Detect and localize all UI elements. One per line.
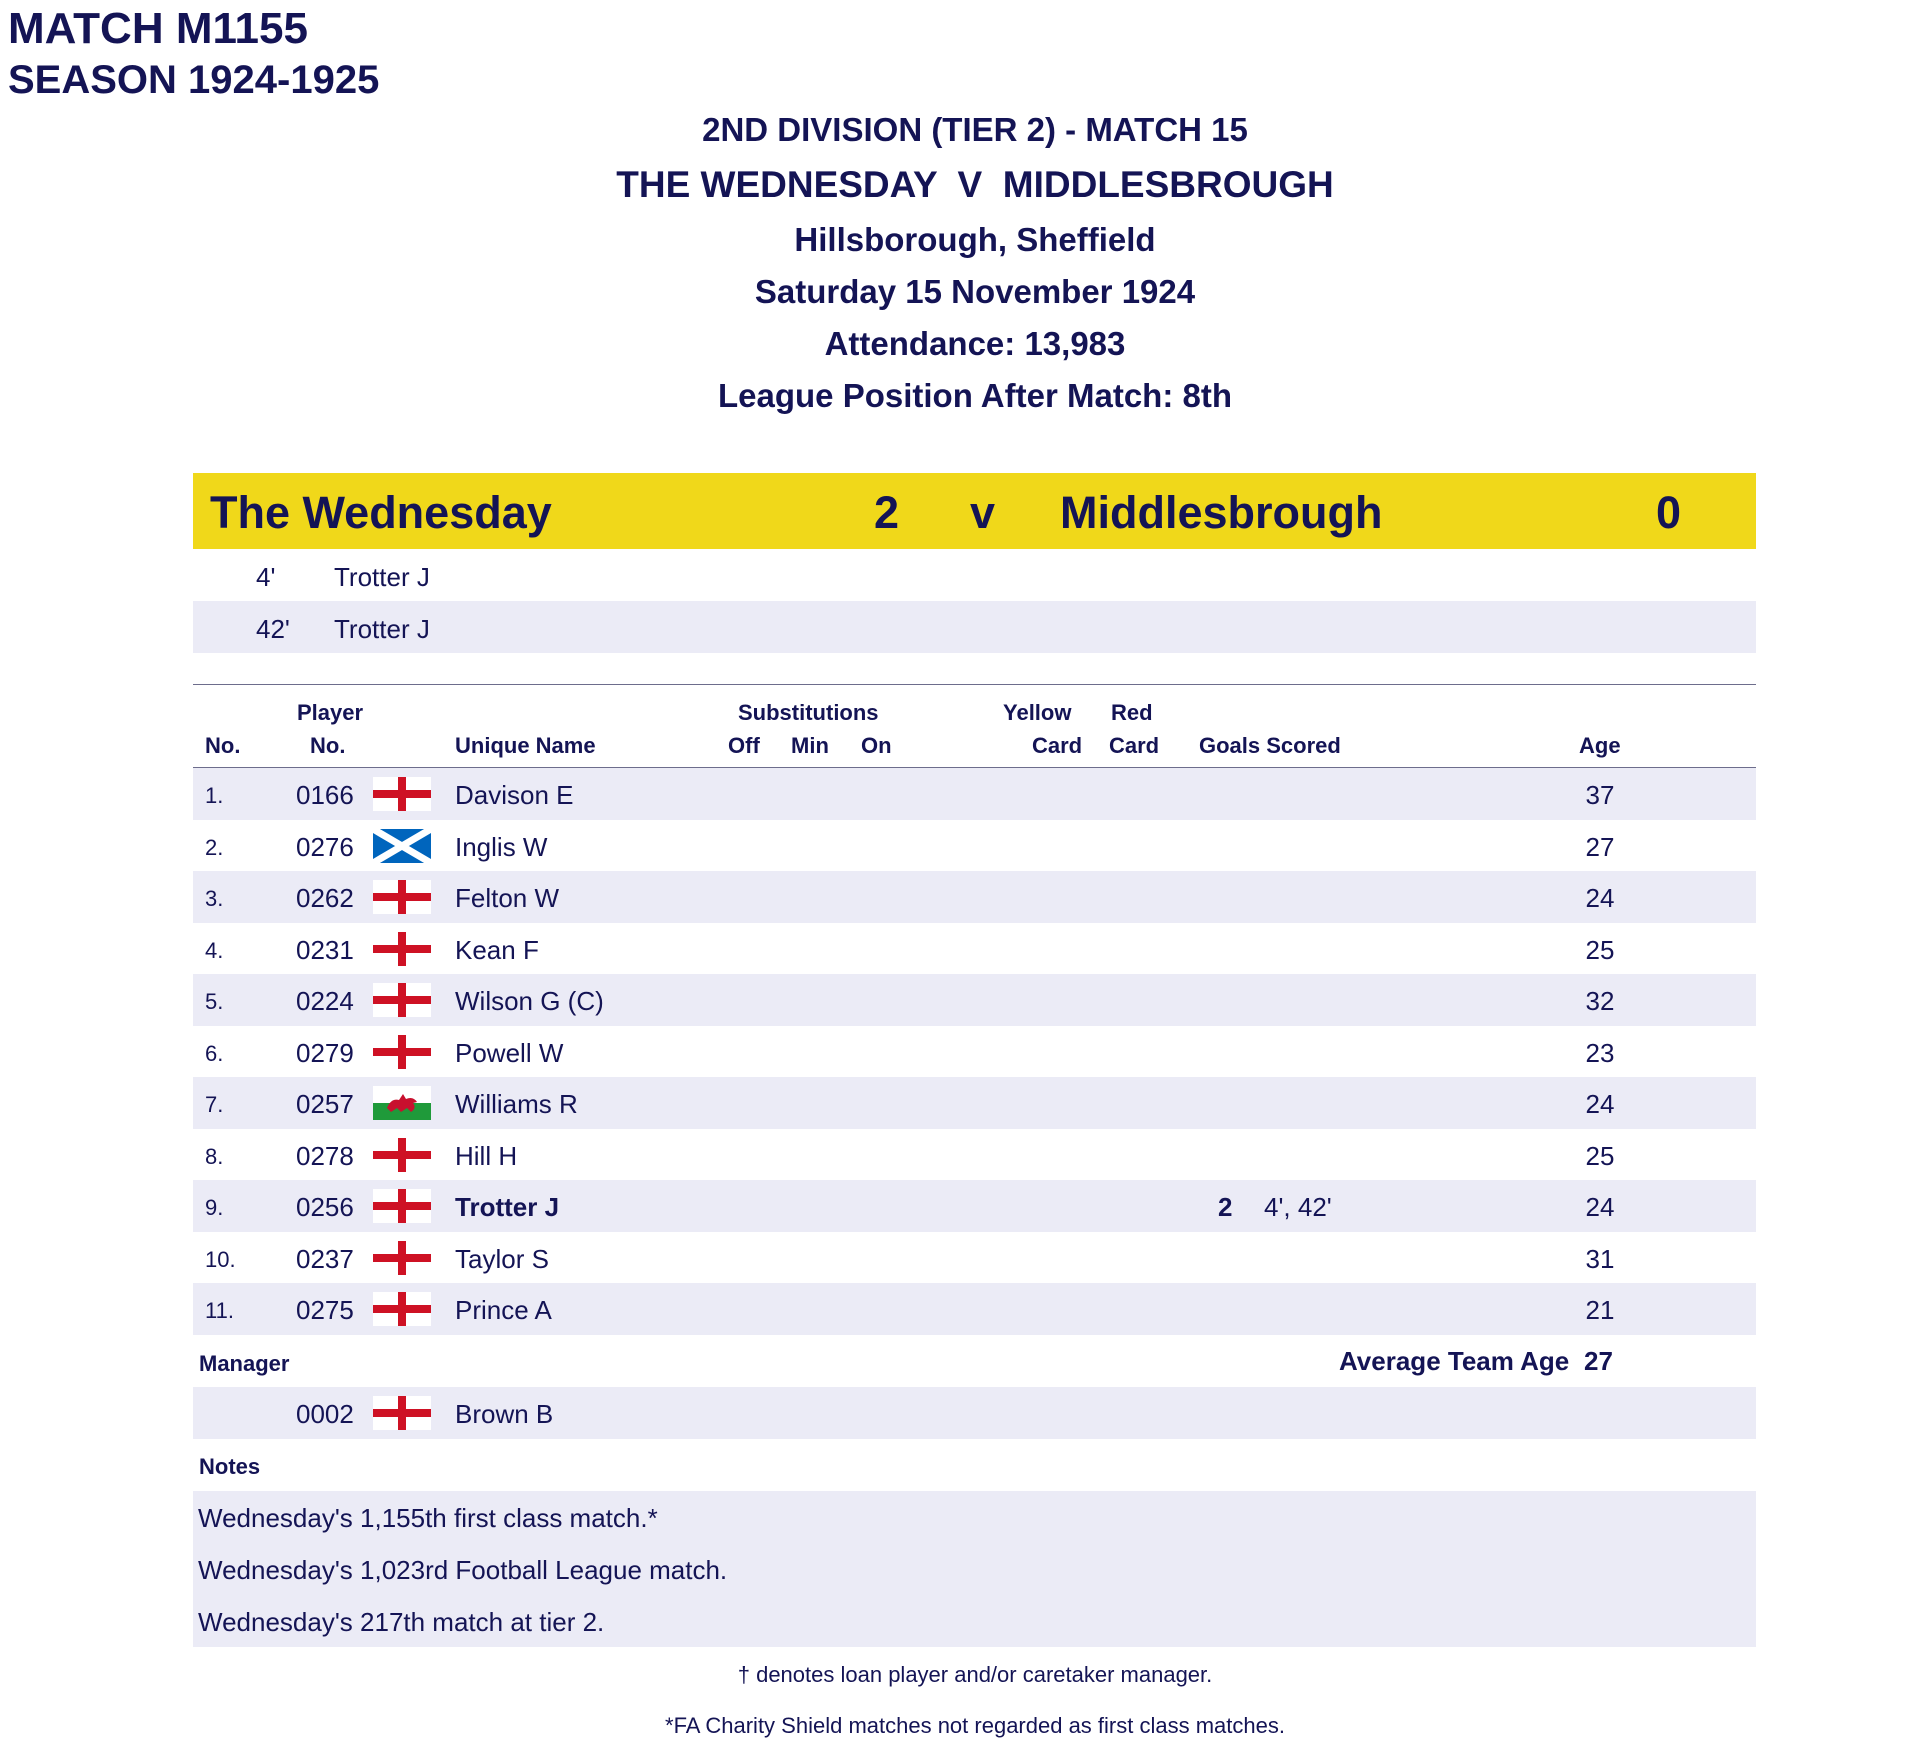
shirt-number: 8. — [205, 1144, 224, 1169]
england-flag — [373, 1035, 431, 1069]
shirt-number: 6. — [205, 1041, 224, 1066]
header-top-rule — [193, 684, 1756, 685]
col-yellow-bottom: Card — [1032, 733, 1083, 758]
player-name: Hill H — [455, 1141, 518, 1171]
player-number: 0278 — [296, 1141, 354, 1171]
col-player-no-top: Player — [297, 700, 364, 725]
goal-row — [193, 601, 1756, 653]
goal-minute: 42' — [256, 614, 290, 644]
player-number: 0256 — [296, 1192, 354, 1222]
col-unique-name: Unique Name — [455, 733, 596, 758]
note-text: Wednesday's 1,155th first class match.* — [198, 1503, 658, 1533]
player-name: Kean F — [455, 935, 539, 965]
player-number: 0262 — [296, 883, 354, 913]
goal-row — [193, 549, 1756, 601]
england-flag — [373, 1189, 431, 1223]
player-name: Powell W — [455, 1038, 564, 1068]
player-number: 0279 — [296, 1038, 354, 1068]
player-row — [193, 820, 1756, 872]
player-age: 31 — [1585, 1244, 1615, 1274]
league-position: League Position After Match: 8th — [718, 377, 1232, 414]
player-number: 0166 — [296, 780, 354, 810]
player-age: 37 — [1585, 780, 1615, 810]
player-name: Felton W — [455, 883, 560, 913]
shirt-number: 1. — [205, 783, 224, 808]
attendance: Attendance: 13,983 — [824, 325, 1126, 362]
england-flag — [373, 1396, 431, 1430]
manager-player-no: 0002 — [296, 1399, 354, 1429]
shirt-number: 4. — [205, 938, 224, 963]
player-row — [193, 1283, 1756, 1335]
average-age-value: 27 — [1584, 1346, 1613, 1376]
player-row — [193, 923, 1756, 975]
manager-name: Brown B — [455, 1399, 554, 1429]
shirt-number: 5. — [205, 989, 224, 1014]
note-line — [193, 1595, 1756, 1647]
shirt-number: 3. — [205, 886, 224, 911]
england-flag — [373, 1292, 431, 1326]
venue: Hillsborough, Sheffield — [794, 221, 1156, 258]
col-sub-off: Off — [728, 733, 760, 758]
player-age: 32 — [1585, 986, 1615, 1016]
player-row — [193, 1180, 1756, 1232]
col-age: Age — [1579, 733, 1621, 758]
shirt-number: 11. — [205, 1298, 234, 1323]
player-row — [193, 1232, 1756, 1284]
player-row — [193, 1026, 1756, 1078]
shirt-number: 2. — [205, 835, 224, 860]
note-line — [193, 1491, 1756, 1543]
player-age: 23 — [1585, 1038, 1615, 1068]
col-substitutions: Substitutions — [738, 700, 879, 725]
player-name: Inglis W — [455, 832, 548, 862]
shirt-number: 10. — [205, 1247, 236, 1272]
goal-scorer: Trotter J — [334, 562, 430, 592]
player-name: Williams R — [455, 1089, 578, 1119]
goal-scorer: Trotter J — [334, 614, 430, 644]
england-flag — [373, 983, 431, 1017]
col-no: No. — [205, 733, 241, 758]
player-number: 0257 — [296, 1089, 354, 1119]
player-name: Davison E — [455, 780, 574, 810]
england-flag — [373, 1241, 431, 1275]
shirt-number: 9. — [205, 1195, 224, 1220]
player-age: 27 — [1585, 832, 1615, 862]
player-name: Prince A — [455, 1295, 552, 1325]
goal-times: 4', 42' — [1264, 1192, 1332, 1222]
match-id: MATCH M1155 — [8, 4, 308, 53]
player-row — [193, 1129, 1756, 1181]
player-row — [193, 1077, 1756, 1129]
note-line — [193, 1543, 1756, 1595]
player-age: 25 — [1585, 1141, 1615, 1171]
scotland-flag — [373, 829, 431, 863]
match-date: Saturday 15 November 1924 — [754, 273, 1196, 310]
notes-label: Notes — [199, 1454, 261, 1479]
col-goals-scored: Goals Scored — [1199, 733, 1341, 758]
player-number: 0231 — [296, 935, 354, 965]
note-text: Wednesday's 1,023rd Football League match. — [198, 1555, 728, 1585]
england-flag — [373, 932, 431, 966]
season-label: SEASON 1924-1925 — [8, 58, 380, 102]
goal-minute: 4' — [256, 562, 276, 592]
home-team-name: The Wednesday — [210, 487, 552, 538]
player-name: Trotter J — [455, 1192, 560, 1222]
average-age-label: Average Team Age — [1339, 1346, 1570, 1376]
player-age: 25 — [1585, 935, 1615, 965]
goals-count: 2 — [1218, 1192, 1233, 1222]
player-age: 21 — [1585, 1295, 1615, 1325]
col-sub-min: Min — [791, 733, 829, 758]
player-row — [193, 768, 1756, 820]
player-name: Wilson G (C) — [455, 986, 604, 1016]
manager-row — [193, 1387, 1756, 1439]
player-row — [193, 871, 1756, 923]
player-age: 24 — [1585, 1192, 1615, 1222]
col-player-no-bottom: No. — [310, 733, 346, 758]
player-age: 24 — [1585, 1089, 1615, 1119]
player-name: Taylor S — [455, 1244, 549, 1274]
away-team-name: Middlesbrough — [1060, 487, 1383, 538]
col-sub-on: On — [861, 733, 892, 758]
wales-flag — [373, 1086, 431, 1120]
player-number: 0237 — [296, 1244, 354, 1274]
shirt-number: 7. — [205, 1092, 224, 1117]
col-red-bottom: Card — [1109, 733, 1160, 758]
footnote-charity-shield: *FA Charity Shield matches not regarded as first class matches. — [665, 1713, 1285, 1738]
england-flag — [373, 880, 431, 914]
score-bar — [193, 473, 1756, 549]
player-age: 24 — [1585, 883, 1615, 913]
competition-title: 2ND DIVISION (TIER 2) - MATCH 15 — [702, 111, 1248, 148]
player-number: 0276 — [296, 832, 354, 862]
note-text: Wednesday's 217th match at tier 2. — [198, 1607, 605, 1637]
england-flag — [373, 1138, 431, 1172]
away-goals: 0 — [1656, 487, 1682, 538]
player-number: 0224 — [296, 986, 354, 1016]
footnote-loan: † denotes loan player and/or caretaker manager. — [737, 1662, 1213, 1687]
player-row — [193, 974, 1756, 1026]
versus-label: v — [970, 487, 996, 538]
home-goals: 2 — [874, 487, 900, 538]
col-yellow-top: Yellow — [1003, 700, 1072, 725]
manager-label: Manager — [199, 1351, 290, 1376]
player-number: 0275 — [296, 1295, 354, 1325]
fixture-title: THE WEDNESDAY V MIDDLESBROUGH — [616, 164, 1334, 205]
england-flag — [373, 777, 431, 811]
col-red-top: Red — [1111, 700, 1153, 725]
